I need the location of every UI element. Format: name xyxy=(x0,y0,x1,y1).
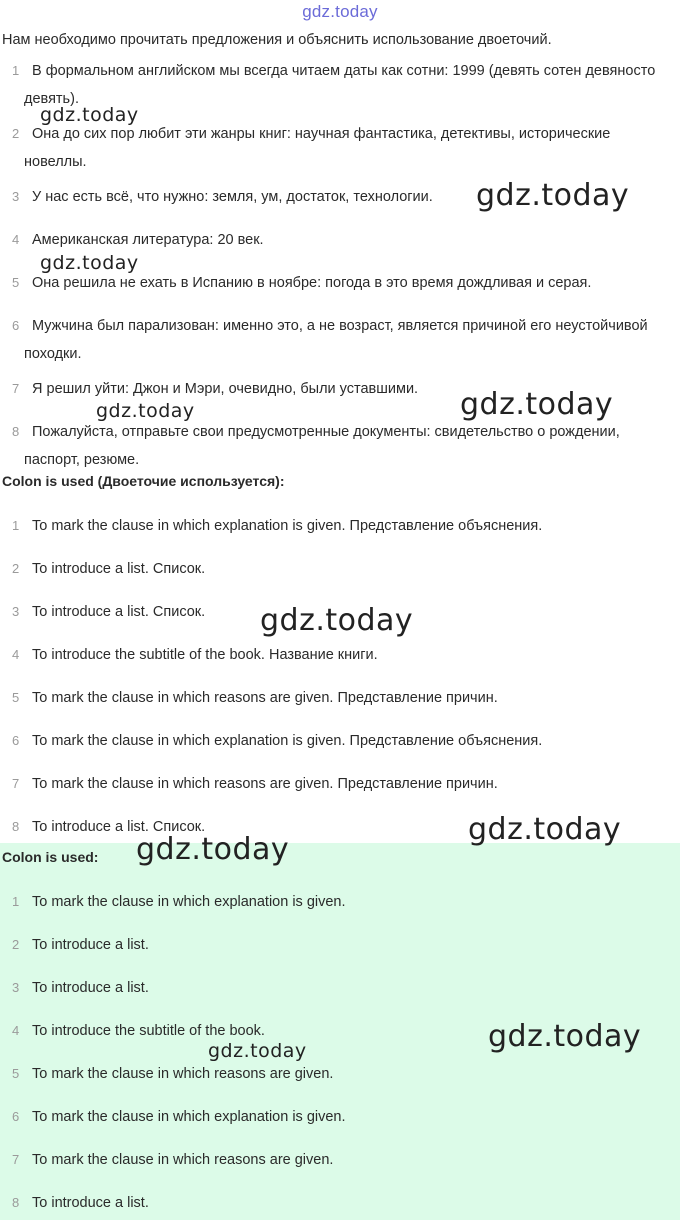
sentence-item xyxy=(0,375,660,403)
sentence-item xyxy=(0,120,660,176)
watermark: gdz.today xyxy=(476,178,630,213)
sentence-text: Она до сих пор любит эти жанры книг: научная фантастика, детективы, исторические новеллы. xyxy=(24,126,611,170)
list-item-text: To mark the clause in which explanation is given. xyxy=(32,894,346,910)
list-item-text: To mark the clause in which reasons are given. Представление причин. xyxy=(32,776,498,792)
list-item xyxy=(0,1060,660,1088)
list-item-text: To mark the clause in which reasons are given. xyxy=(32,1066,334,1082)
list-item xyxy=(0,1146,660,1174)
list-item-text: To mark the clause in which explanation is given. Представление объяснения. xyxy=(32,518,543,534)
list-item-number: 7 xyxy=(12,776,20,791)
list-item-text: To introduce the subtitle of the book. xyxy=(32,1023,265,1039)
sentence-text: Я решил уйти: Джон и Мэри, очевидно, были уставшими. xyxy=(32,381,419,397)
sentence-item xyxy=(0,183,660,211)
sentence-number: 1 xyxy=(12,63,20,78)
list-item xyxy=(0,1103,660,1131)
watermark: gdz.today xyxy=(136,832,290,867)
list-item xyxy=(0,727,660,755)
list-item-number: 8 xyxy=(12,1195,20,1210)
list-item xyxy=(0,931,660,959)
list-item-text: To mark the clause in which reasons are given. Представление причин. xyxy=(32,690,498,706)
list-item-text: To mark the clause in which explanation is given. Представление объяснения. xyxy=(32,733,543,749)
list-item-number: 1 xyxy=(12,518,20,533)
list-item-number: 5 xyxy=(12,1066,20,1081)
sentence-item xyxy=(0,57,660,113)
list-item-number: 6 xyxy=(12,733,20,748)
list-item-number: 1 xyxy=(12,894,20,909)
list-item xyxy=(0,684,660,712)
sentence-number: 3 xyxy=(12,189,20,204)
list-item-text: To introduce a list. Список. xyxy=(32,604,206,620)
sentence-number: 7 xyxy=(12,381,20,396)
list-item xyxy=(0,1017,660,1045)
sentence-item xyxy=(0,269,660,297)
sentence-number: 5 xyxy=(12,275,20,290)
list-item-number: 2 xyxy=(12,561,20,576)
list-item-number: 2 xyxy=(12,937,20,952)
sentence-text: В формальном английском мы всегда читаем даты как сотни: 1999 (девять сотен девяносто девять). xyxy=(24,63,656,107)
watermark: gdz.today xyxy=(40,104,139,126)
list-item xyxy=(0,512,660,540)
list-item-text: To introduce a list. Список. xyxy=(32,819,206,835)
sentence-text: Она решила не ехать в Испанию в ноябре: погода в это время дождливая и серая. xyxy=(32,275,592,291)
sentence-number: 4 xyxy=(12,232,20,247)
list-item-number: 8 xyxy=(12,819,20,834)
sentence-item xyxy=(0,312,660,368)
watermark: gdz.today xyxy=(96,400,195,422)
list-item-text: To introduce a list. xyxy=(32,980,149,996)
sentence-text: Пожалуйста, отправьте свои предусмотренные документы: свидетельство о рождении, паспорт, резюме. xyxy=(24,424,620,468)
sentence-text: Мужчина был парализован: именно это, а не возраст, является причиной его неустойчивой походки. xyxy=(24,318,648,362)
list-item-text: To introduce the subtitle of the book. Название книги. xyxy=(32,647,378,663)
list-item xyxy=(0,974,660,1002)
list-item xyxy=(0,555,660,583)
list-item-number: 3 xyxy=(12,980,20,995)
watermark: gdz.today xyxy=(260,603,414,638)
watermark: gdz.today xyxy=(468,812,622,847)
section-heading-english: Colon is used: xyxy=(2,849,99,865)
watermark: gdz.today xyxy=(460,387,614,422)
list-item xyxy=(0,598,660,626)
section-heading-bilingual: Colon is used (Двоеточие используется): xyxy=(2,473,285,489)
list-item-text: To introduce a list. xyxy=(32,1195,149,1211)
list-item-number: 5 xyxy=(12,690,20,705)
watermark: gdz.today xyxy=(488,1019,642,1054)
watermark: gdz.today xyxy=(208,1040,307,1062)
site-logo[interactable]: gdz.today xyxy=(302,2,378,21)
list-item-number: 4 xyxy=(12,647,20,662)
sentence-item xyxy=(0,226,660,254)
list-item xyxy=(0,641,660,669)
list-item xyxy=(0,1189,660,1217)
list-item-text: To introduce a list. xyxy=(32,937,149,953)
list-item-text: To mark the clause in which explanation is given. xyxy=(32,1109,346,1125)
sentence-number: 8 xyxy=(12,424,20,439)
list-item-number: 4 xyxy=(12,1023,20,1038)
watermark: gdz.today xyxy=(40,252,139,274)
list-item-number: 7 xyxy=(12,1152,20,1167)
list-item xyxy=(0,813,660,841)
list-item-text: To mark the clause in which reasons are given. xyxy=(32,1152,334,1168)
list-item-number: 6 xyxy=(12,1109,20,1124)
sentence-text: Американская литература: 20 век. xyxy=(32,232,264,248)
sentence-item xyxy=(0,418,660,474)
list-item xyxy=(0,888,660,916)
list-item-number: 3 xyxy=(12,604,20,619)
sentence-number: 6 xyxy=(12,318,20,333)
sentence-number: 2 xyxy=(12,126,20,141)
list-item-text: To introduce a list. Список. xyxy=(32,561,206,577)
sentence-text: У нас есть всё, что нужно: земля, ум, достаток, технологии. xyxy=(32,189,433,205)
list-item xyxy=(0,770,660,798)
intro-text: Нам необходимо прочитать предложения и объяснить использование двоеточий. xyxy=(2,32,552,48)
